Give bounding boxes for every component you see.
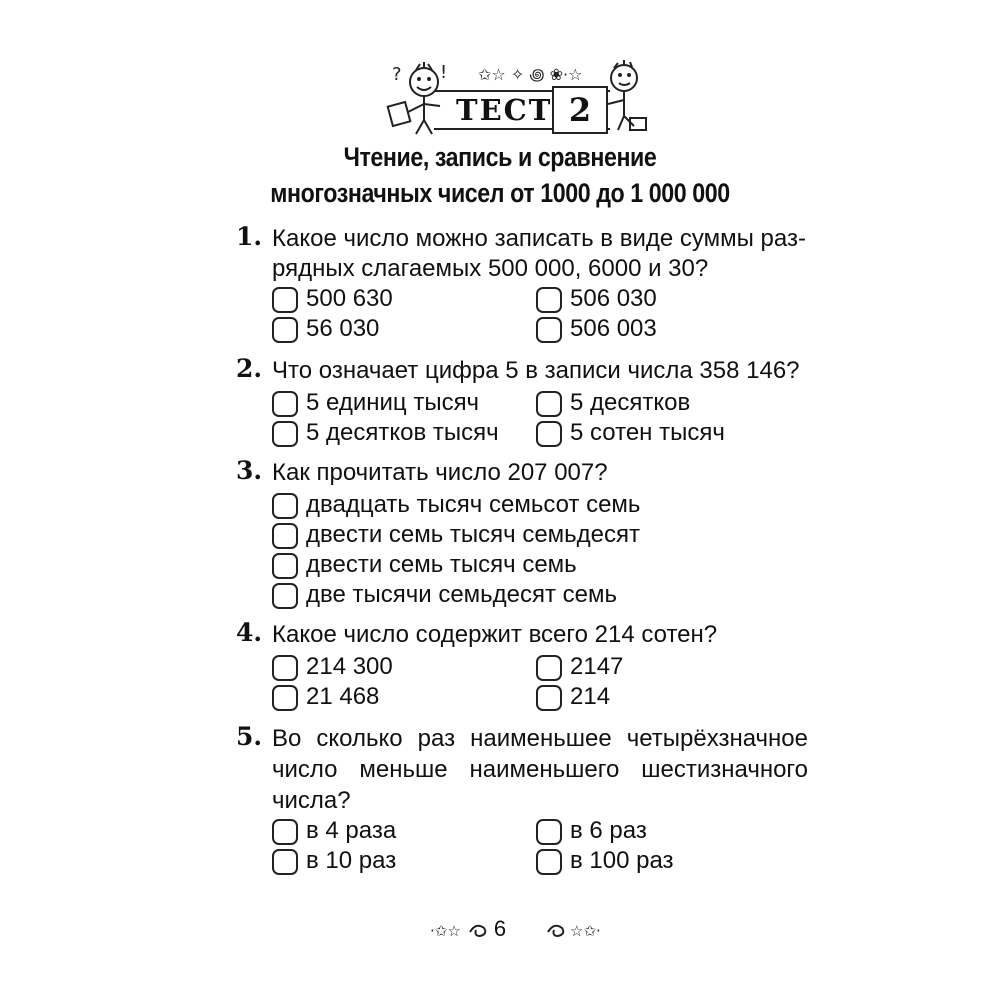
option-label: 5 единиц тысяч [306, 389, 480, 416]
option-label: в 4 раза [306, 817, 397, 844]
checkbox[interactable] [536, 317, 562, 343]
test-title-frame [434, 90, 610, 130]
page-title-line-2: многозначных чисел от 1000 до 1 000 000 [270, 178, 730, 208]
question-text-line: рядных слагаемых 500 000, 6000 и 30? [272, 255, 709, 282]
question-number: 4. [236, 618, 263, 647]
test-header [378, 60, 650, 136]
question-text-line: Во сколько раз наименьшее четырёхзначное [272, 725, 808, 752]
question-number: 2. [236, 354, 263, 383]
option-label: 21 468 [306, 683, 380, 710]
option-label: 2147 [570, 653, 624, 680]
question-text-line: число меньше наименьшего шестизначного [272, 756, 808, 783]
checkbox[interactable] [272, 493, 298, 519]
checkbox[interactable] [272, 655, 298, 681]
checkbox[interactable] [272, 523, 298, 549]
svg-text:!: ! [440, 62, 448, 83]
checkbox[interactable] [272, 849, 298, 875]
test-label: ТЕСТ [456, 93, 553, 127]
page-title-line-1: Чтение, запись и сравнение [343, 142, 657, 172]
checkbox[interactable] [536, 421, 562, 447]
checkbox[interactable] [272, 421, 298, 447]
question-number: 1. [236, 222, 263, 251]
question-number: 5. [236, 722, 263, 751]
footer-ornament-right-icon [542, 918, 606, 944]
checkbox[interactable] [536, 287, 562, 313]
svg-text:✩☆ ✧ ꩜ ❀·☆: ✩☆ ✧ ꩜ ❀·☆ [478, 65, 583, 84]
option-label: 506 030 [570, 285, 657, 312]
option-label: в 10 раз [306, 847, 397, 874]
question-text-line: Как прочитать число 207 007? [272, 459, 608, 486]
option-label: 56 030 [306, 315, 380, 342]
question-text-line: Что означает цифра 5 в записи числа 358 146? [272, 357, 800, 384]
test-number: 2 [552, 86, 608, 134]
checkbox[interactable] [272, 391, 298, 417]
checkbox[interactable] [536, 849, 562, 875]
checkbox[interactable] [536, 655, 562, 681]
option-label: в 6 раз [570, 817, 647, 844]
option-label: двадцать тысяч семьсот семь [306, 491, 641, 518]
checkbox[interactable] [272, 819, 298, 845]
option-label: двести семь тысяч семь [306, 551, 577, 578]
option-label: 5 десятков тысяч [306, 419, 499, 446]
question-number: 3. [236, 456, 263, 485]
option-label: в 100 раз [570, 847, 674, 874]
checkbox[interactable] [272, 287, 298, 313]
page-number: 6 [493, 916, 507, 941]
question-text-line: Какое число содержит всего 214 сотен? [272, 621, 718, 648]
option-label: двести семь тысяч семьдесят [306, 521, 641, 548]
checkbox[interactable] [272, 685, 298, 711]
kid-right-icon [600, 60, 650, 136]
option-label: 214 300 [306, 653, 393, 680]
checkbox[interactable] [536, 819, 562, 845]
option-label: 5 сотен тысяч [570, 419, 725, 446]
checkbox[interactable] [272, 583, 298, 609]
question-text-line: числа? [272, 787, 351, 814]
checkbox[interactable] [536, 685, 562, 711]
option-label: 5 десятков [570, 389, 691, 416]
option-label: 214 [570, 683, 611, 710]
svg-text:?: ? [392, 64, 402, 85]
option-label: 500 630 [306, 285, 393, 312]
svg-text:☆✩·: ☆✩· [570, 922, 601, 940]
option-label: две тысячи семьдесят семь [306, 581, 618, 608]
page-footer [0, 916, 1000, 946]
checkbox[interactable] [272, 553, 298, 579]
question-text-line: Какое число можно записать в виде суммы раз- [272, 225, 806, 252]
stars-swirl-icon [478, 62, 588, 88]
checkbox[interactable] [272, 317, 298, 343]
option-label: 506 003 [570, 315, 657, 342]
checkbox[interactable] [536, 391, 562, 417]
svg-text:·✩☆: ·✩☆ [430, 922, 461, 940]
